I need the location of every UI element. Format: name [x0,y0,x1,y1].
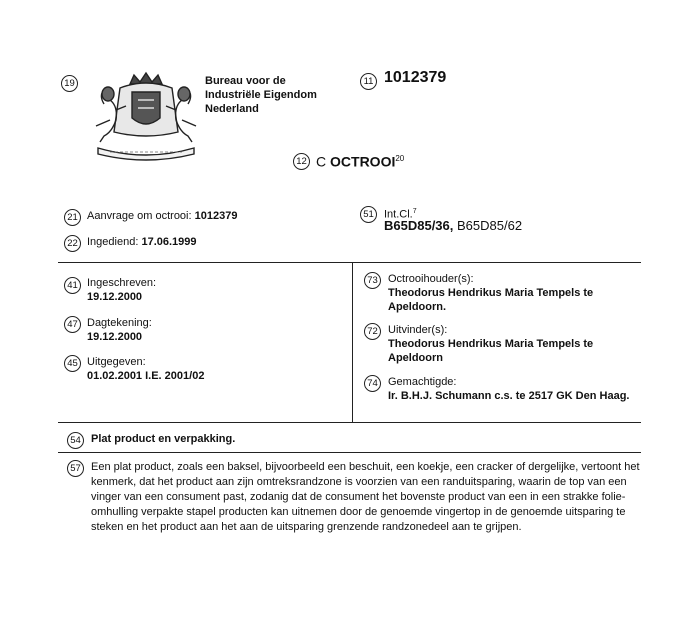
dated-label: Dagtekening: [87,317,152,329]
inid-51: 51 [360,206,377,223]
filed-value: 17.06.1999 [141,236,197,248]
table-top-rule [58,262,641,263]
office-name-line1: Bureau voor de [205,75,286,87]
inid-41: 41 [64,277,81,294]
classification-secondary: B65D85/62 [457,218,523,233]
document-kind [316,150,404,171]
office-name-line2: Industriële Eigendom [205,89,317,101]
patent-holder-value-line1: Theodorus Hendrikus Maria Tempels te [388,287,594,299]
kind-word: OCTROOI [330,153,396,170]
inid-57: 57 [67,460,84,477]
inid-22: 22 [64,235,81,252]
kind-superscript: 20 [395,154,405,163]
inid-12: 12 [293,153,310,170]
published-value: 01.02.2001 I.E. 2001/02 [87,370,205,382]
application-row [87,210,237,223]
filed-label: Ingediend: [87,236,139,248]
classification-primary: B65D85/36, [384,218,454,233]
inid-54: 54 [67,432,84,449]
filed-row [87,236,197,249]
classification-codes [384,218,522,234]
application-value: 1012379 [194,210,238,222]
inid-73: 73 [364,272,381,289]
kind-prefix: C [316,153,327,170]
inid-19: 19 [61,75,78,92]
inventor-label: Uitvinder(s): [388,324,448,336]
column-divider [352,262,353,422]
inid-45: 45 [64,355,81,372]
patent-number: 1012379 [384,69,447,86]
inventor-value-line2: Apeldoorn [388,352,443,364]
inid-47: 47 [64,316,81,333]
title-rule [58,452,641,453]
registered-label: Ingeschreven: [87,277,157,289]
agent-label: Gemachtigde: [388,376,457,388]
invention-title: Plat product en verpakking. [91,433,236,445]
abstract-text: Een plat product, zoals een baksel, bijvoorbeeld een beschuit, een koekje, een cracker of dergelijke, vertoont het kenmerk, dat het product aan zijn omtreksrandzone is voorzien van een randuitsparing, waarin de top van een vinger van een consument past, zodanig dat de consument het bovenste product van een in een strakke folie-omhulling verpakte stapel producten kan uitnemen door de genoemde vingertop in de genoemde uitsparing te steken en het product aan het aan de uitsparing grenzende randzonedeel aan te grijpen. [91,461,640,533]
inid-72: 72 [364,323,381,340]
registered-value: 19.12.2000 [87,291,143,303]
coat-of-arms-icon [90,70,202,165]
published-label: Uitgegeven: [87,356,146,368]
table-bottom-rule [58,422,641,423]
int-cl-label: Int.Cl. [384,208,413,221]
inventor-value-line1: Theodorus Hendrikus Maria Tempels te [388,338,594,350]
inid-74: 74 [364,375,381,392]
application-label: Aanvrage om octrooi: [87,210,192,222]
dated-value: 19.12.2000 [87,331,143,343]
inid-21: 21 [64,209,81,226]
inid-11: 11 [360,73,377,90]
office-name-line3: Nederland [205,103,259,115]
agent-value: Ir. B.H.J. Schumann c.s. te 2517 GK Den Haag. [388,390,630,402]
int-cl-sup: 7 [412,208,417,215]
patent-holder-value-line2: Apeldoorn. [388,301,447,313]
patent-holder-label: Octrooihouder(s): [388,273,474,285]
